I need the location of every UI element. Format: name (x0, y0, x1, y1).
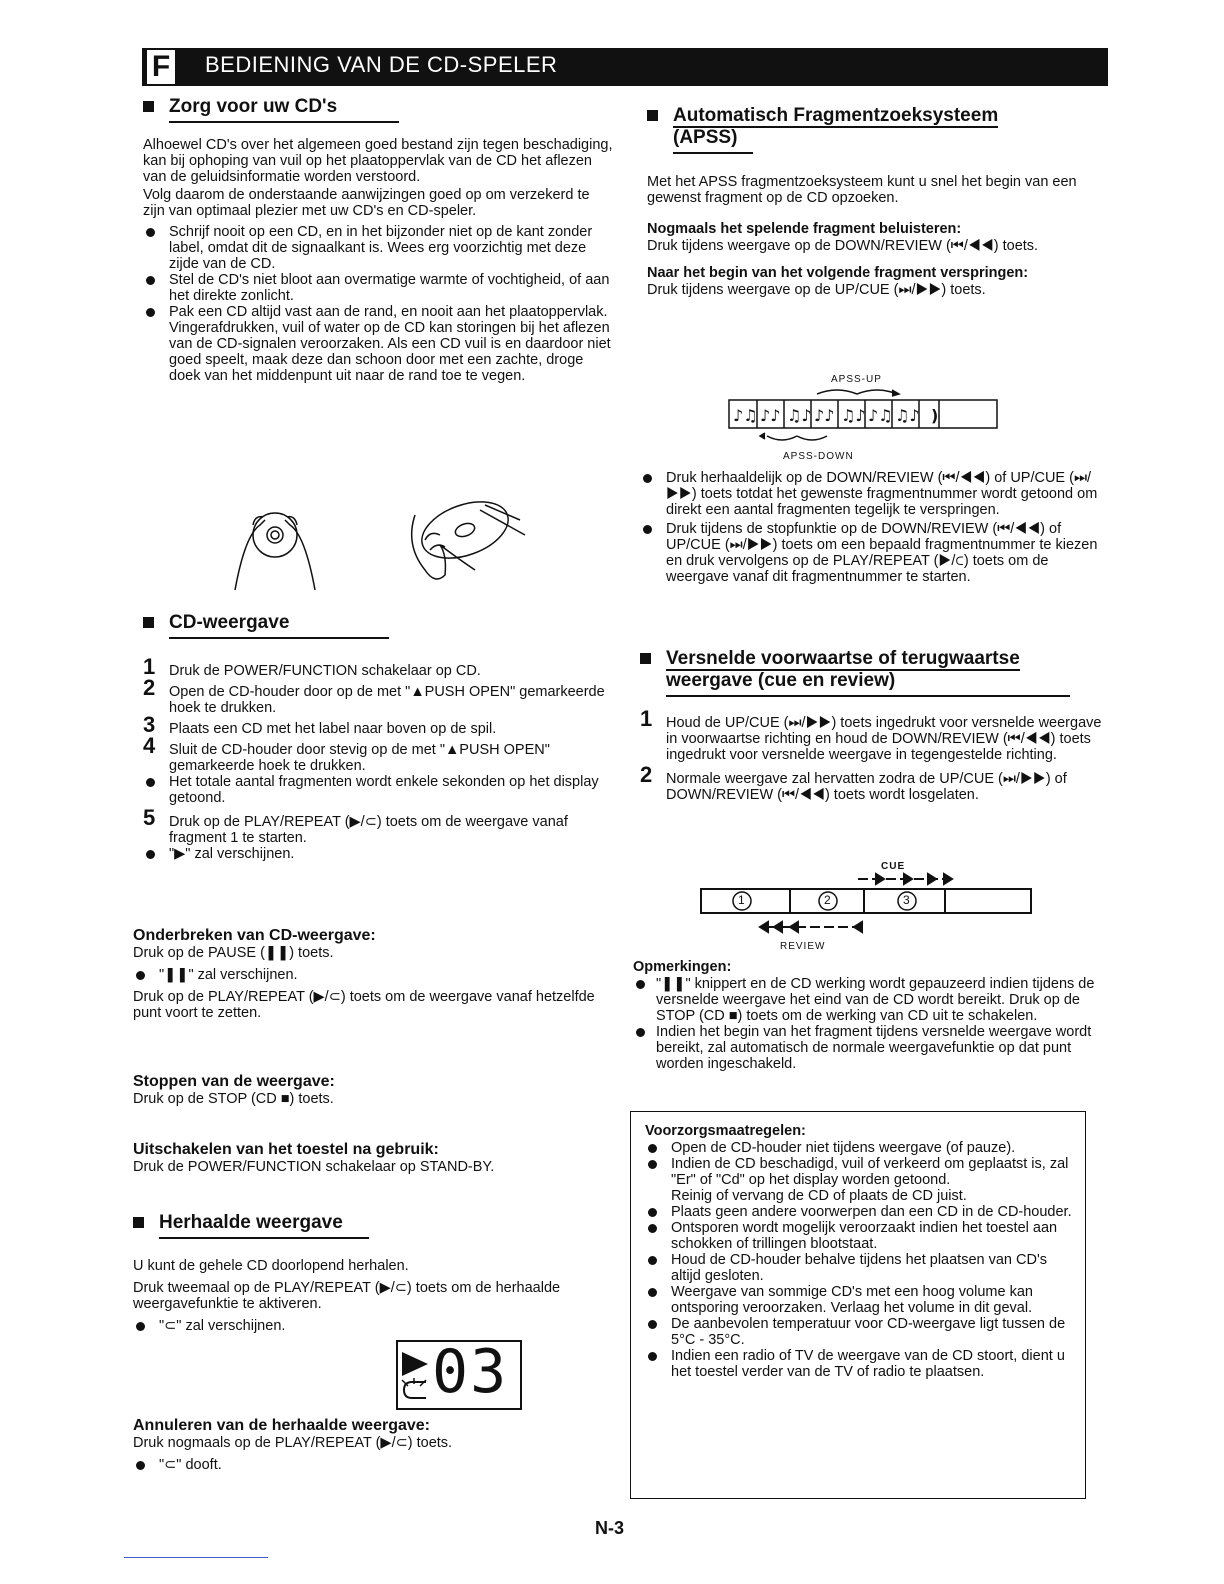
stop-paragraph: Druk op de STOP (CD ■) toets. (133, 1091, 334, 1107)
footer-line (124, 1557, 268, 1558)
care-paragraph-1: Alhoewel CD's over het algemeen goed bestand zijn tegen beschadiging, kan bij ophoping van vuil op het plaatoppervlak van de CD het aflezen van de geluidsinformatie worden verstoord. (143, 137, 613, 185)
playback-bullet-5: "▶" zal verschijnen. (143, 846, 613, 862)
track-number: 03 (432, 1337, 509, 1407)
repeat-paragraph-2: Druk tweemaal op de PLAY/REPEAT (▶/⊂) toets om de herhaalde weergavefunktie te aktiveren. (133, 1280, 561, 1312)
play-repeat-indicator-icon (400, 1350, 434, 1400)
cue-label: CUE (881, 861, 906, 872)
cancel-paragraph: Druk nogmaals op de PLAY/REPEAT (▶/⊂) toets. (133, 1435, 453, 1451)
svg-text:): ) (931, 406, 939, 425)
apss-sub-heading-1: Nogmaals het spelende fragment beluisteren: (647, 221, 962, 237)
svg-text:♫♪: ♫♪ (841, 406, 866, 425)
apss-sub-heading-2: Naar het begin van het volgende fragment verspringen: (647, 265, 1029, 281)
cue-step-1: 1 Houd de UP/CUE (⏭/▶▶) toets ingedrukt voor versnelde weergave in voorwaartse richting en houd de DOWN/REVIEW (⏮/◀◀) toets ingedrukt voor versnelde weergave in tegengestelde richting. (640, 706, 1102, 763)
notes-heading: Opmerkingen: (633, 959, 732, 975)
svg-text:♪♪: ♪♪ (760, 406, 781, 425)
care-heading: Zorg voor uw CD's (143, 96, 613, 123)
apss-up-label: APSS-UP (831, 374, 882, 385)
svg-text:♪♪: ♪♪ (814, 406, 835, 425)
caution-bullet-2: Indien de CD beschadigd, vuil of verkeerd om geplaatst is, zal "Er" of "Cd" op het display worden getoond. Reinig of vervang de CD of plaats de CD juist. (645, 1156, 1073, 1204)
playback-step-5: 5 Druk op de PLAY/REPEAT (▶/⊂) toets om de weergave vanaf fragment 1 te starten. (143, 805, 568, 846)
apss-diagram (727, 386, 1002, 448)
cue-heading: Versnelde voorwaartse of terugwaartse weergave (cue en review) (640, 648, 1102, 697)
pause-bullet: "❚❚" zal verschijnen. (133, 967, 603, 983)
cancel-heading: Annuleren van de herhaalde weergave: (133, 1417, 430, 1434)
apss-sub-paragraph-1: Druk tijdens weergave op de DOWN/REVIEW (⏮/◀◀) toets. (647, 238, 1039, 254)
off-paragraph: Druk de POWER/FUNCTION schakelaar op STAND-BY. (133, 1159, 495, 1175)
caution-heading: Voorzorgsmaatregelen: (645, 1123, 806, 1139)
repeat-heading: Herhaalde weergave (133, 1212, 603, 1239)
care-bullet-3: Pak een CD altijd vast aan de rand, en nooit aan het plaatoppervlak. Vingerafdrukken, vuil of water op de CD kan storingen bij het aflezen van de CD-signalen veroorzaken. Als een CD vuil is en daardoor niet goed speelt, maak deze dan schoon door met een zachte, droge doek van het middenpunt uit naar de rand toe te vegen. (143, 304, 613, 384)
playback-step-1: 1 Druk de POWER/FUNCTION schakelaar op CD. (143, 654, 481, 679)
pause-heading: Onderbreken van CD-weergave: (133, 927, 376, 944)
caution-bullet-3: Plaats geen andere voorwerpen dan een CD in de CD-houder. (645, 1204, 1073, 1220)
track-2: 2 (824, 893, 831, 907)
apss-sub-paragraph-2: Druk tijdens weergave op de UP/CUE (⏭/▶▶) toets. (647, 282, 986, 298)
caution-bullet-4: Ontsporen wordt mogelijk veroorzaakt indien het toestel aan schokken of trillingen blootstaat. (645, 1220, 1073, 1252)
caution-bullet-5: Houd de CD-houder behalve tijdens het plaatsen van CD's altijd gesloten. (645, 1252, 1073, 1284)
cue-review-diagram (700, 888, 1032, 914)
apss-bullet-1: Druk herhaaldelijk op de DOWN/REVIEW (⏮/◀◀) of UP/CUE (⏭/▶▶) toets totdat het gewenste fragmentnummer wordt getoond om direkt een aantal fragmenten tegelijk te verspringen. (640, 470, 1102, 518)
playback-bullet-4: Het totale aantal fragmenten wordt enkele sekonden op het display getoond. (143, 774, 613, 806)
playback-step-4: 4 Sluit de CD-houder door stevig op de met "▲PUSH OPEN" gemarkeerde hoek te drukken. (143, 733, 550, 774)
apss-bullet-2: Druk tijdens de stopfunktie op de DOWN/REVIEW (⏮/◀◀) of UP/CUE (⏭/▶▶) toets om een bepaald fragmentnummer te kiezen en druk vervolgens op de PLAY/REPEAT (▶/⊂) toets om de weergave vanaf dit fragmentnummer te starten. (640, 521, 1102, 585)
repeat-bullet: "⊂" zal verschijnen. (133, 1318, 603, 1334)
repeat-display (396, 1337, 522, 1410)
caution-bullet-8: Indien een radio of TV de weergave van de CD stoort, dient u het toestel verder van de TV of radio te plaatsen. (645, 1348, 1073, 1380)
caution-bullet-1: Open de CD-houder niet tijdens weergave (of pauze). (645, 1140, 1073, 1156)
pause-paragraph-1: Druk op de PAUSE (❚❚) toets. (133, 945, 334, 961)
repeat-paragraph-1: U kunt de gehele CD doorlopend herhalen. (133, 1258, 409, 1274)
cue-step-2: 2 Normale weergave zal hervatten zodra de UP/CUE (⏭/▶▶) of DOWN/REVIEW (⏮/◀◀) toets wordt losgelaten. (640, 762, 1067, 803)
apss-heading: Automatisch Fragmentzoeksysteem (APSS) (647, 105, 1107, 154)
left-hand-icon (235, 520, 265, 590)
notes-bullet-2: Indien het begin van het fragment tijdens versnelde weergave wordt bereikt, zal automatisch de normale weergavefunktie op dat punt worden ingeschakeld. (633, 1024, 1095, 1072)
care-bullet-1: Schrijf nooit op een CD, en in het bijzonder niet op de kant zonder label, omdat dit de signaalkant is. Wees erg voorzichtig met deze zijde van de CD. (143, 224, 613, 272)
svg-text:♫♪: ♫♪ (787, 406, 812, 425)
apss-down-label: APSS-DOWN (783, 451, 854, 462)
off-heading: Uitschakelen van het toestel na gebruik: (133, 1141, 439, 1158)
track-1: 1 (738, 893, 745, 907)
section-letter: F (146, 49, 176, 85)
cancel-bullet: "⊂" dooft. (133, 1457, 603, 1473)
track-3: 3 (903, 893, 910, 907)
playback-heading: CD-weergave (143, 612, 613, 639)
svg-text:♫♪: ♫♪ (895, 406, 920, 425)
caution-bullet-6: Weergave van sommige CD's met een hoog volume kan ontsporing veroorzaken. Verlaag het volume in dit geval. (645, 1284, 1073, 1316)
care-paragraph-2: Volg daarom de onderstaande aanwijzingen goed op om verzekerd te zijn van optimaal plezier met uw CD's en CD-speler. (143, 187, 590, 219)
review-label: REVIEW (780, 941, 826, 952)
caution-bullet-7: De aanbevolen temperatuur voor CD-weergave ligt tussen de 5°C - 35°C. (645, 1316, 1073, 1348)
care-bullet-2: Stel de CD's niet bloot aan overmatige warmte of vochtigheid, of aan het direkte zonlicht. (143, 272, 613, 304)
cd-cleaning-icon (414, 495, 516, 569)
apss-paragraph: Met het APSS fragmentzoeksysteem kunt u snel het begin van een gewenst fragment op de CD opzoeken. (647, 174, 1077, 206)
cd-handling-illustration (225, 495, 535, 600)
playback-step-2: 2 Open de CD-houder door op de met "▲PUSH OPEN" gemarkeerde hoek te drukken. (143, 675, 605, 716)
playback-step-3: 3 Plaats een CD met het label naar boven op de spil. (143, 712, 497, 737)
review-arrows-icon (758, 920, 868, 934)
page-number: N-3 (595, 1518, 625, 1538)
cue-arrows-icon (856, 872, 956, 886)
caution-box (630, 1111, 1086, 1499)
stop-heading: Stoppen van de weergave: (133, 1073, 335, 1090)
left-column (143, 96, 613, 384)
svg-text:♪♫: ♪♫ (733, 406, 758, 425)
pause-paragraph-2: Druk op de PLAY/REPEAT (▶/⊂) toets om de weergave vanaf hetzelfde punt voort te zetten. (133, 989, 595, 1021)
notes-bullet-1: "❚❚" knippert en de CD werking wordt gepauzeerd indien tijdens de versnelde weergave het eind van de CD wordt bereikt. Druk op de STOP (CD ■) toets om de werking van CD uit te schakelen. (633, 976, 1095, 1024)
svg-text:♪♫: ♪♫ (868, 406, 893, 425)
page-title: BEDIENING VAN DE CD-SPELER (205, 52, 558, 77)
